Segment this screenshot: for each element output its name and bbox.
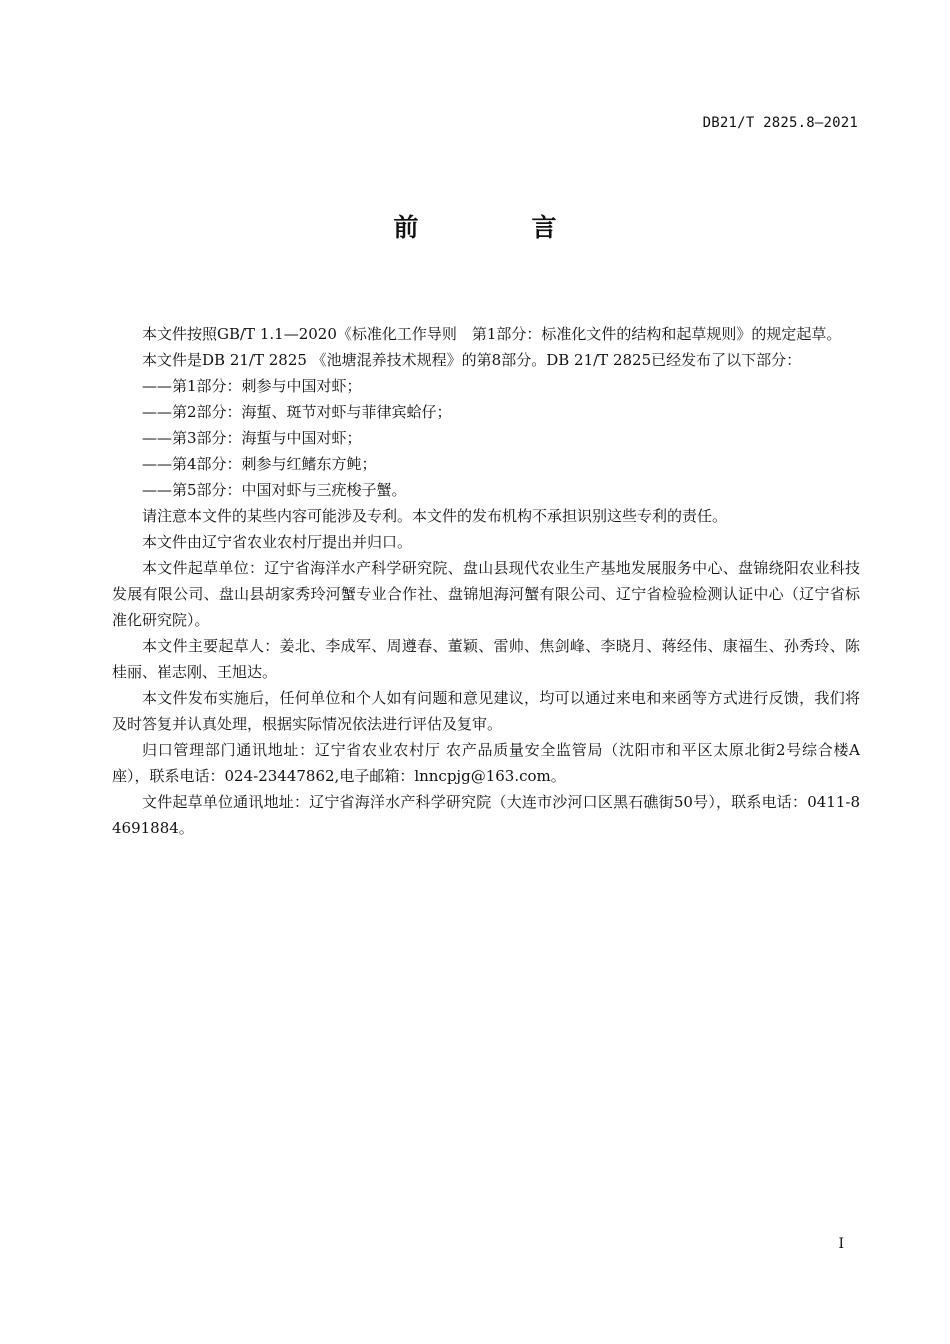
list-item-part-3: ——第3部分：海蜇与中国对虾； bbox=[142, 429, 362, 447]
list-item-part-4: ——第4部分：刺参与红鳍东方鲀； bbox=[142, 455, 377, 473]
paragraph-series-intro: 本文件是DB 21/T 2825 《池塘混养技术规程》的第8部分。DB 21/T 2825已经发布了以下部分： bbox=[142, 351, 802, 369]
paragraph-drafter-contact: 文件起草单位通讯地址：辽宁省海洋水产科学研究院（大连市沙河口区黑石礁街50号），联系电话：0411-84691884。 bbox=[112, 793, 860, 837]
paragraph-authority-contact: 归口管理部门通讯地址：辽宁省农业农村厅 农产品质量安全监管局（沈阳市和平区太原北街2号综合楼A座），联系电话：024-23447862,电子邮箱：lnncpjg@163.com。 bbox=[112, 741, 860, 785]
page-number: I bbox=[838, 1236, 844, 1252]
paragraph-drafting-basis: 本文件按照GB/T 1.1—2020《标准化工作导则 第1部分：标准化文件的结构和起草规则》的规定起草。 bbox=[142, 325, 842, 343]
page-title: 前 言 bbox=[393, 213, 601, 242]
paragraph-feedback: 本文件发布实施后，任何单位和个人如有问题和意见建议，均可以通过来电和来函等方式进行反馈，我们将及时答复并认真处理，根据实际情况依法进行评估及复审。 bbox=[112, 689, 860, 733]
list-item-part-2: ——第2部分：海蜇、斑节对虾与菲律宾蛤仔； bbox=[142, 403, 452, 421]
list-item-part-1: ——第1部分：刺参与中国对虾； bbox=[142, 377, 362, 395]
paragraph-proposer: 本文件由辽宁省农业农村厅提出并归口。 bbox=[142, 533, 413, 551]
list-item-part-5: ——第5部分：中国对虾与三疣梭子蟹。 bbox=[142, 481, 407, 499]
paragraph-drafting-units: 本文件起草单位：辽宁省海洋水产科学研究院、盘山县现代农业生产基地发展服务中心、盘锦绕阳农业科技发展有限公司、盘山县胡家秀玲河蟹专业合作社、盘锦旭海河蟹有限公司、辽宁省检验检测认证中心（辽宁省标准化研究院）。 bbox=[112, 559, 860, 629]
foreword-body bbox=[112, 321, 860, 841]
document-code: DB21/T 2825.8—2021 bbox=[702, 115, 858, 131]
paragraph-drafters: 本文件主要起草人：姜北、李成军、周遵春、董颖、雷帅、焦剑峰、李晓月、蒋经伟、康福生、孙秀玲、陈桂丽、崔志刚、王旭达。 bbox=[112, 637, 860, 681]
paragraph-patent-notice: 请注意本文件的某些内容可能涉及专利。本文件的发布机构不承担识别这些专利的责任。 bbox=[142, 507, 728, 525]
